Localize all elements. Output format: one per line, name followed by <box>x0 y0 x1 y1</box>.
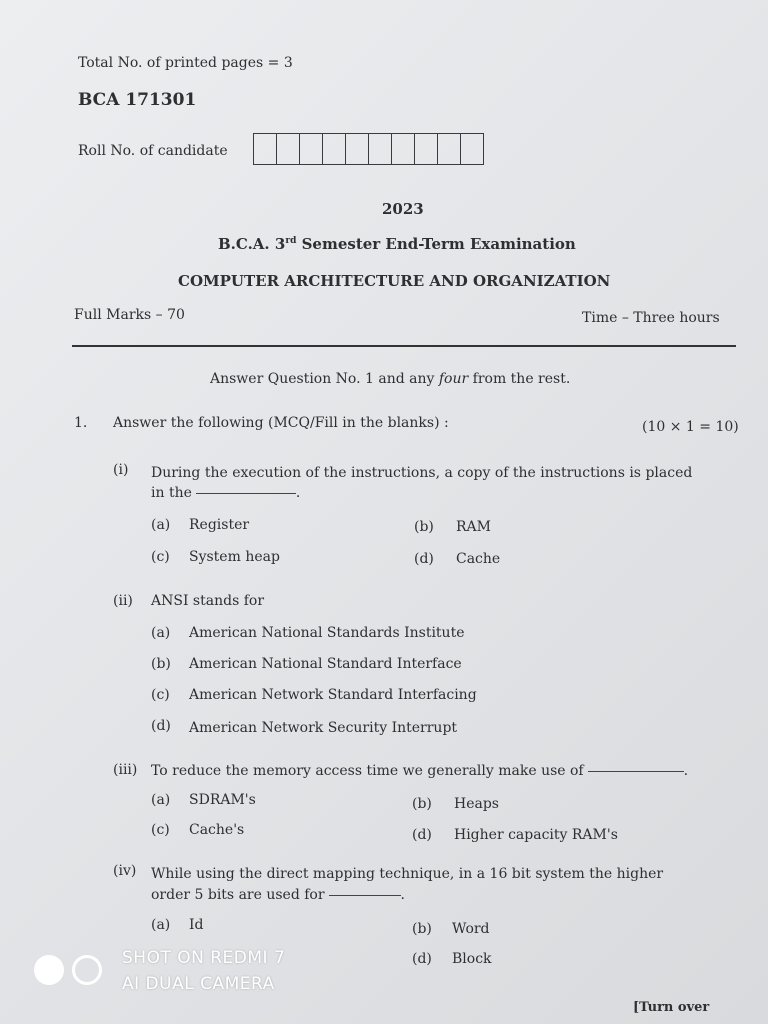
exam-title <box>218 235 576 253</box>
instruction-post: from the rest. <box>468 371 571 387</box>
option-label: (d) <box>412 951 432 967</box>
option-label: (d) <box>414 551 434 567</box>
fill-blank <box>588 770 684 772</box>
option-text: American National Standard Interface <box>189 656 462 672</box>
header-divider <box>72 345 736 347</box>
roll-box <box>368 133 392 165</box>
roll-box <box>391 133 415 165</box>
question-number: 1. <box>74 415 88 431</box>
subq-text-cont <box>151 887 405 903</box>
printed-pages-note: Total No. of printed pages = 3 <box>78 55 293 71</box>
subq-label: (i) <box>113 462 129 478</box>
instruction-pre: Answer Question No. 1 and any <box>210 371 439 387</box>
option-text: Higher capacity RAM's <box>454 827 618 843</box>
option-label: (b) <box>151 656 171 672</box>
roll-box <box>460 133 484 165</box>
subq-label: (ii) <box>113 593 133 609</box>
option-text: Cache's <box>189 822 245 838</box>
camera-watermark-ring-icon <box>72 955 102 985</box>
fill-blank <box>196 492 296 494</box>
option-label: (d) <box>412 827 432 843</box>
option-label: (d) <box>151 718 171 734</box>
subq-text-end: . <box>295 485 301 501</box>
roll-box <box>299 133 323 165</box>
subq-text-part: To reduce the memory access time we generally make use of <box>151 763 584 779</box>
subq-text-cont <box>151 485 300 501</box>
option-text: SDRAM's <box>189 792 256 808</box>
exam-title-pre: B.C.A. 3 <box>218 235 286 253</box>
subq-text-end: . <box>400 887 405 903</box>
option-text: Cache <box>456 551 501 567</box>
option-text: System heap <box>189 549 280 565</box>
subject-title: COMPUTER ARCHITECTURE AND ORGANIZATION <box>178 272 611 290</box>
option-label: (c) <box>151 822 170 838</box>
paper-code: BCA 171301 <box>78 90 197 110</box>
roll-box <box>322 133 346 165</box>
option-label: (b) <box>412 921 432 937</box>
option-label: (b) <box>412 796 432 812</box>
time-allowed: Time – Three hours <box>582 310 720 326</box>
exam-title-post: Semester End-Term Examination <box>296 235 576 253</box>
option-text: American Network Standard Interfacing <box>189 687 477 703</box>
camera-watermark-line1: SHOT ON REDMI 7 <box>122 948 286 968</box>
subq-label: (iv) <box>113 863 137 879</box>
camera-watermark-line2: AI DUAL CAMERA <box>122 974 275 994</box>
option-text: Id <box>189 917 204 933</box>
roll-box <box>276 133 300 165</box>
option-label: (a) <box>151 625 171 641</box>
instruction-emphasis: four <box>438 371 469 387</box>
roll-box <box>345 133 369 165</box>
roll-box <box>253 133 277 165</box>
option-text: American National Standards Institute <box>189 625 465 641</box>
fill-blank <box>329 894 401 896</box>
subq-text-part: in the <box>151 485 192 501</box>
option-text: Heaps <box>454 796 499 812</box>
roll-box <box>414 133 438 165</box>
camera-watermark-dot-icon <box>34 955 64 985</box>
option-label: (c) <box>151 549 170 565</box>
option-text: Block <box>452 951 492 967</box>
turn-over-note: [Turn over <box>633 1000 710 1015</box>
exam-title-sup: rd <box>285 236 297 246</box>
question-marks: (10 × 1 = 10) <box>642 419 739 435</box>
subq-text-end: . <box>683 763 689 779</box>
option-text: Word <box>452 921 490 937</box>
option-text: RAM <box>456 519 491 535</box>
option-label: (a) <box>151 917 171 933</box>
subq-text: During the execution of the instructions, a copy of the instructions is placed <box>151 465 693 481</box>
subq-text: ANSI stands for <box>151 593 265 609</box>
roll-number-boxes <box>254 133 484 165</box>
option-text: American Network Security Interrupt <box>189 720 458 736</box>
full-marks: Full Marks – 70 <box>74 307 185 323</box>
subq-text-part: order 5 bits are used for <box>151 887 325 903</box>
subq-text: While using the direct mapping technique, in a 16 bit system the higher <box>151 866 664 882</box>
option-label: (b) <box>414 519 434 535</box>
exam-year: 2023 <box>382 200 424 218</box>
instruction-text <box>210 371 570 387</box>
option-label: (a) <box>151 517 171 533</box>
roll-number-label: Roll No. of candidate <box>78 143 228 159</box>
subq-label: (iii) <box>113 762 138 778</box>
option-text: Register <box>189 517 250 533</box>
subq-text <box>151 763 688 779</box>
roll-box <box>437 133 461 165</box>
option-label: (a) <box>151 792 171 808</box>
option-label: (c) <box>151 687 170 703</box>
question-text: Answer the following (MCQ/Fill in the blanks) : <box>113 415 449 431</box>
